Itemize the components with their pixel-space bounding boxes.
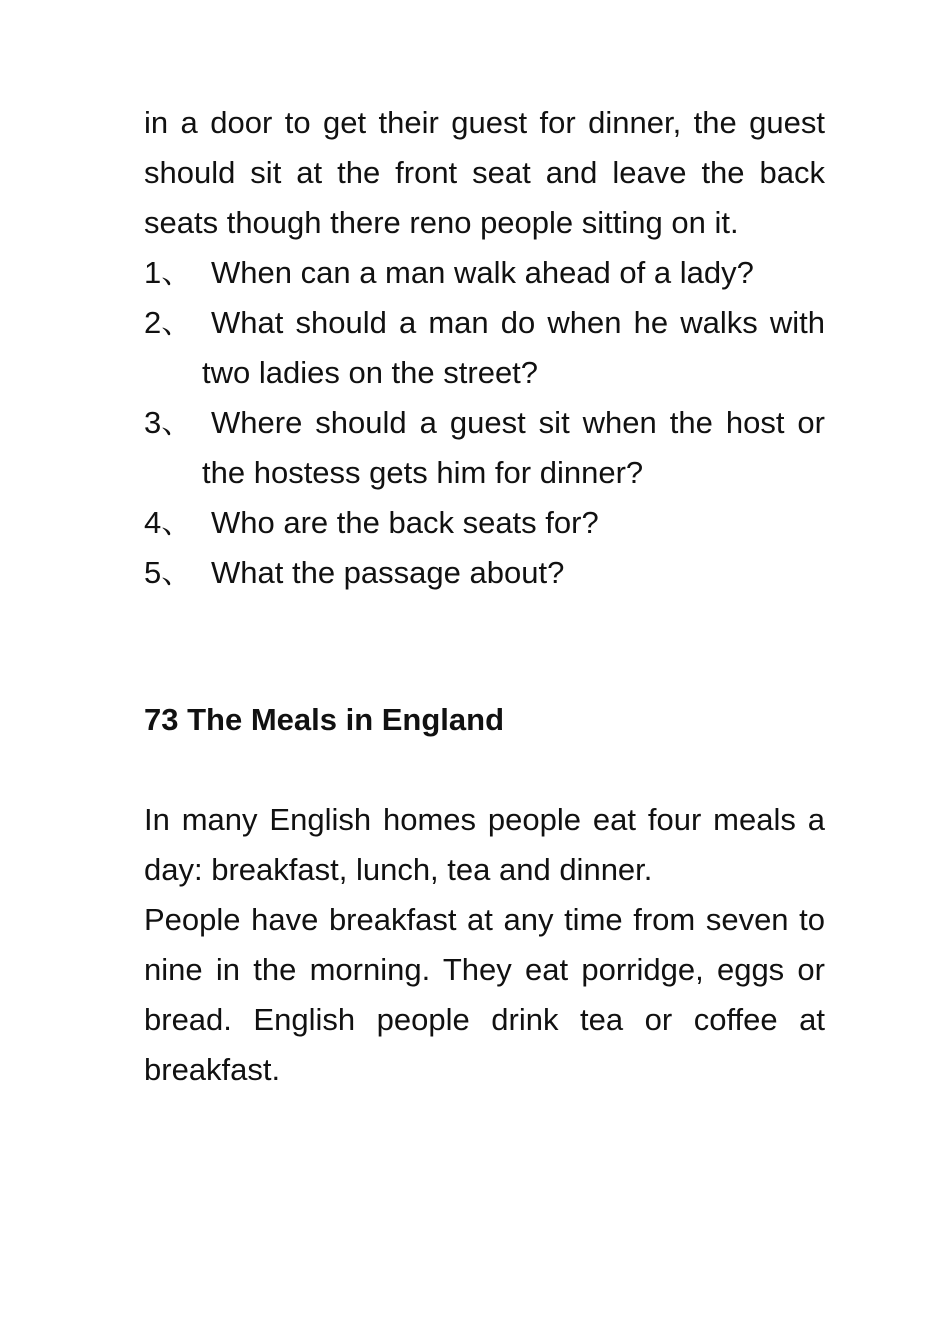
section-title: 73 The Meals in England — [144, 702, 505, 737]
question-text: Who are the back seats for? — [211, 505, 599, 540]
question-number: 2、 — [144, 305, 193, 340]
question-text: What should a man do when he walks with two ladies on the street? — [202, 305, 825, 390]
question-number: 1、 — [144, 255, 193, 290]
question-number: 3、 — [144, 405, 193, 440]
question-item — [144, 548, 825, 598]
body-paragraph: People have breakfast at any time from seven to nine in the morning. They eat porridge, eggs or bread. English people drink tea or coffee at breakfast. — [144, 902, 825, 1087]
question-item — [144, 398, 825, 498]
question-list — [144, 248, 825, 598]
body-paragraph: In many English homes people eat four meals a day: breakfast, lunch, tea and dinner. — [144, 802, 825, 887]
intro-paragraph: in a door to get their guest for dinner, the guest should sit at the front seat and leave the back seats though there reno people sitting on it. — [144, 105, 825, 240]
document-page — [144, 98, 825, 1095]
question-text: When can a man walk ahead of a lady? — [211, 255, 754, 290]
question-item — [144, 298, 825, 398]
question-number: 4、 — [144, 505, 193, 540]
question-text: What the passage about? — [211, 555, 565, 590]
question-item — [144, 248, 825, 298]
spacer — [144, 598, 825, 695]
question-number: 5、 — [144, 555, 193, 590]
spacer — [144, 745, 825, 795]
question-item — [144, 498, 825, 548]
question-text: Where should a guest sit when the host or the hostess gets him for dinner? — [202, 405, 825, 490]
